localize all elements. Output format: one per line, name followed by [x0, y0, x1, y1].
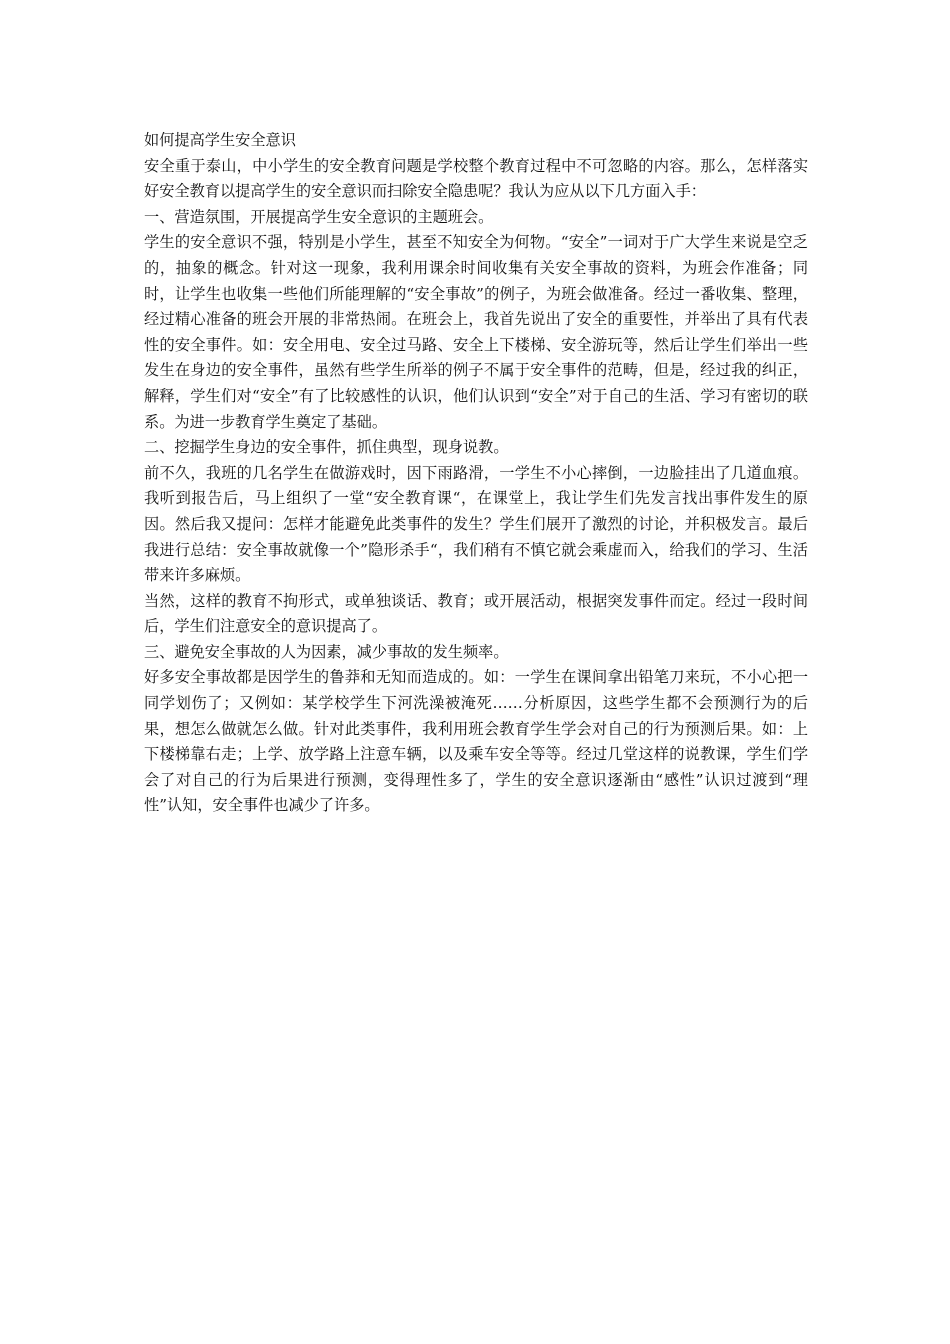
document-body [144, 128, 808, 819]
paragraph-intro: 安全重于泰山，中小学生的安全教育问题是学校整个教育过程中不可忽略的内容。那么，怎样落实好安全教育以提高学生的安全意识而扫除安全隐患呢？我认为应从以下几方面入手： [144, 156, 808, 201]
section-heading-3: 三、避免安全事故的人为因素，减少事故的发生频率。 [144, 642, 509, 661]
section-heading-1: 一、营造氛围，开展提高学生安全意识的主题班会。 [144, 207, 494, 226]
paragraph-section-2: 前不久，我班的几名学生在做游戏时，因下雨路滑，一学生不小心摔倒，一边脸挂出了几道血痕。我听到报告后，马上组织了一堂“安全教育课“，在课堂上，我让学生们先发言找出事件发生的原因。然后我又提问：怎样才能避免此类事件的发生？学生们展开了激烈的讨论，并积极发言。最后我进行总结：安全事故就像一个”隐形杀手“，我们稍有不慎它就会乘虚而入，给我们的学习、生活带来许多麻烦。 [144, 463, 808, 585]
paragraph-section-2-followup: 当然，这样的教育不拘形式，或单独谈话、教育；或开展活动，根据突发事件而定。经过一段时间后，学生们注意安全的意识提高了。 [144, 591, 808, 636]
paragraph-section-1: 学生的安全意识不强，特别是小学生，甚至不知安全为何物。“安全”一词对于广大学生来说是空乏的，抽象的概念。针对这一现象，我利用课余时间收集有关安全事故的资料，为班会作准备；同时，让学生也收集一些他们所能理解的“安全事故”的例子，为班会做准备。经过一番收集、整理，经过精心准备的班会开展的非常热闹。在班会上，我首先说出了安全的重要性，并举出了具有代表性的安全事件。如：安全用电、安全过马路、安全上下楼梯、安全游玩等，然后让学生们举出一些发生在身边的安全事件，虽然有些学生所举的例子不属于安全事件的范畴，但是，经过我的纠正，解释，学生们对“安全”有了比较感性的认识，他们认识到“安全”对于自己的生活、学习有密切的联系。为进一步教育学生奠定了基础。 [144, 233, 808, 431]
paragraph-section-3: 好多安全事故都是因学生的鲁莽和无知而造成的。如：一学生在课间拿出铅笔刀来玩，不小心把一同学划伤了；又例如：某学校学生下河洗澡被淹死……分析原因，这些学生都不会预测行为的后果，想怎么做就怎么做。针对此类事件，我利用班会教育学生学会对自己的行为预测后果。如：上下楼梯靠右走；上学、放学路上注意车辆，以及乘车安全等等。经过几堂这样的说教课，学生们学会了对自己的行为后果进行预测，变得理性多了，学生的安全意识逐渐由“感性”认识过渡到“理性”认知，安全事件也减少了许多。 [144, 668, 808, 815]
document-title: 如何提高学生安全意识 [144, 131, 296, 149]
section-heading-2: 二、挖掘学生身边的安全事件，抓住典型，现身说教。 [144, 438, 509, 457]
